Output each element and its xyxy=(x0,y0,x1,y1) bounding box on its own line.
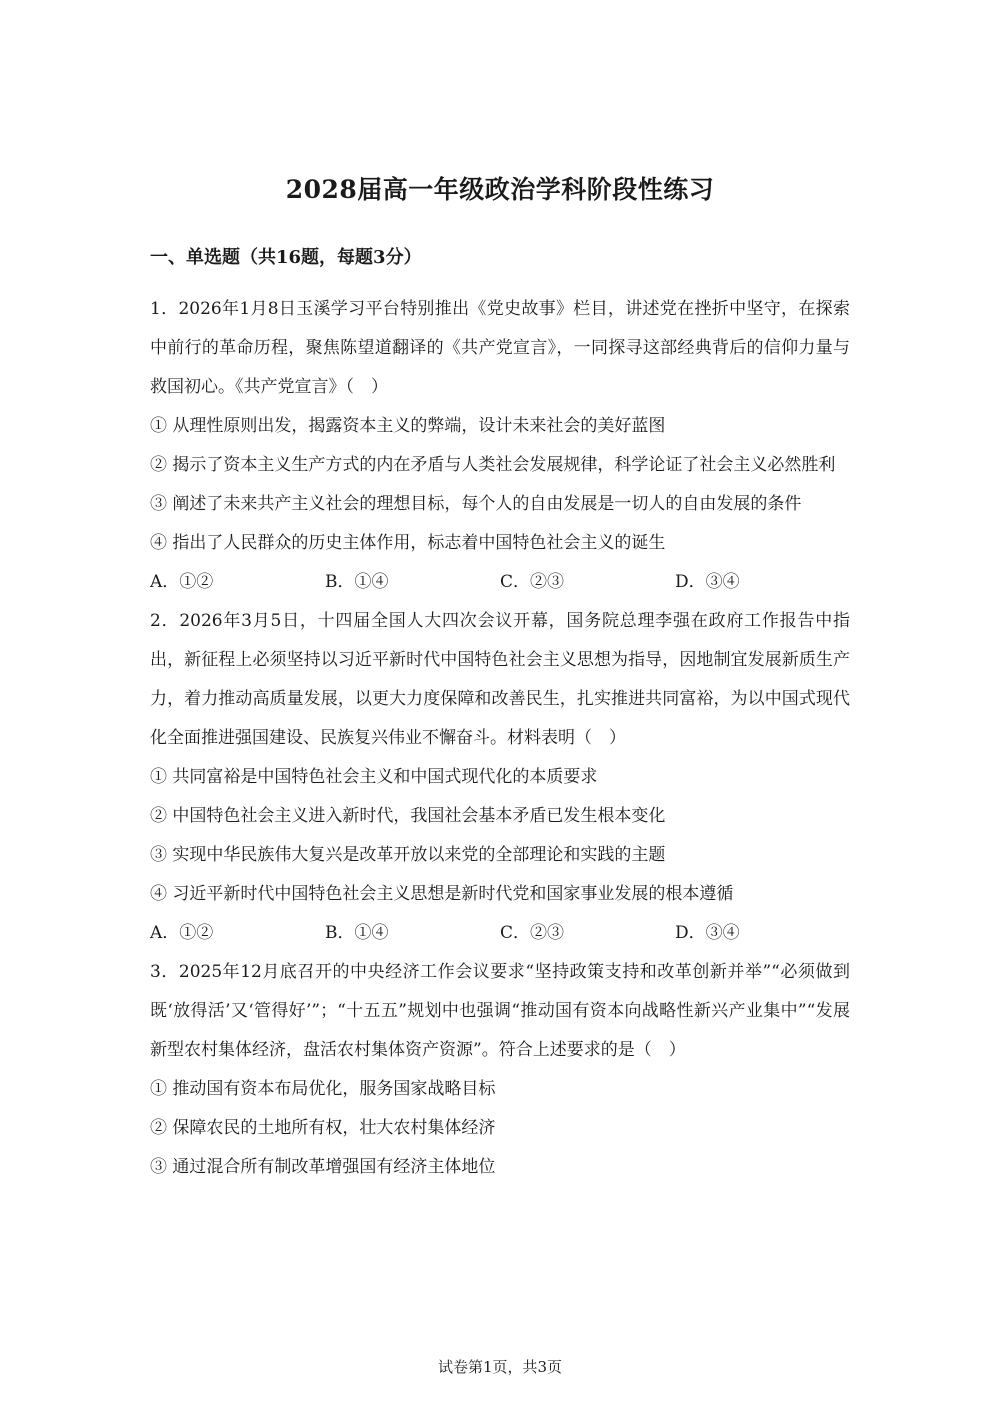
choice-d: D．③④ xyxy=(675,572,740,592)
question-stem: 3．2025年12月底召开的中央经济工作会议要求“坚持政策支持和改革创新并举”“必须做到既‘放得活’又‘管得好’”；“十五五”规划中也强调“推动国有资本向战略性新兴产业集中”“发展新型农村集体经济，盘活农村集体资产资源”。符合上述要求的是（ ） xyxy=(150,962,850,1060)
option-item: ① 从理性原则出发，揭露资本主义的弊端，设计未来社会的美好蓝图 xyxy=(150,416,666,436)
choice-b: B．①④ xyxy=(325,923,389,943)
question-stem: 2．2026年3月5日，十四届全国人大四次会议开幕，国务院总理李强在政府工作报告中指出，新征程上必须坚持以习近平新时代中国特色社会主义思想为指导，因地制宜发展新质生产力，着力推动高质量发展，以更大力度保障和改善民生，扎实推进共同富裕，为以中国式现代化全面推进强国建设、民族复兴伟业不懈奋斗。材料表明（ ） xyxy=(150,611,850,748)
option-item: ① 推动国有资本布局优化，服务国家战略目标 xyxy=(150,1079,496,1099)
option-item: ③ 实现中华民族伟大复兴是改革开放以来党的全部理论和实践的主题 xyxy=(150,845,666,865)
question-2 xyxy=(150,602,850,953)
option-item: ④ 习近平新时代中国特色社会主义思想是新时代党和国家事业发展的根本遵循 xyxy=(150,884,734,904)
option-item: ③ 通过混合所有制改革增强国有经济主体地位 xyxy=(150,1157,496,1177)
answer-choices xyxy=(150,914,850,953)
answer-choices xyxy=(150,563,850,602)
choice-d: D．③④ xyxy=(675,923,740,943)
question-1 xyxy=(150,290,850,602)
choice-a: A．①② xyxy=(150,572,214,592)
option-item: ② 保障农民的土地所有权，壮大农村集体经济 xyxy=(150,1118,496,1138)
option-item: ② 揭示了资本主义生产方式的内在矛盾与人类社会发展规律，科学论证了社会主义必然胜利 xyxy=(150,455,836,475)
option-item: ④ 指出了人民群众的历史主体作用，标志着中国特色社会主义的诞生 xyxy=(150,533,666,553)
option-item: ③ 阐述了未来共产主义社会的理想目标，每个人的自由发展是一切人的自由发展的条件 xyxy=(150,494,802,514)
page-title: 2028届高一年级政治学科阶段性练习 xyxy=(285,175,715,204)
choice-c: C．②③ xyxy=(500,923,565,943)
question-stem: 1．2026年1月8日玉溪学习平台特别推出《党史故事》栏目，讲述党在挫折中坚守，在探索中前行的革命历程，聚焦陈望道翻译的《共产党宣言》，一同探寻这部经典背后的信仰力量与救国初心。《共产党宣言》（ ） xyxy=(150,299,850,397)
questions-area xyxy=(150,290,850,1187)
choice-c: C．②③ xyxy=(500,572,565,592)
option-item: ① 共同富裕是中国特色社会主义和中国式现代化的本质要求 xyxy=(150,767,598,787)
choice-b: B．①④ xyxy=(325,572,389,592)
section-heading: 一、单选题（共16题，每题3分） xyxy=(150,247,422,268)
page-footer: 试卷第1页，共3页 xyxy=(437,1358,563,1376)
option-item: ② 中国特色社会主义进入新时代，我国社会基本矛盾已发生根本变化 xyxy=(150,806,666,826)
question-3 xyxy=(150,953,850,1187)
choice-a: A．①② xyxy=(150,923,214,943)
